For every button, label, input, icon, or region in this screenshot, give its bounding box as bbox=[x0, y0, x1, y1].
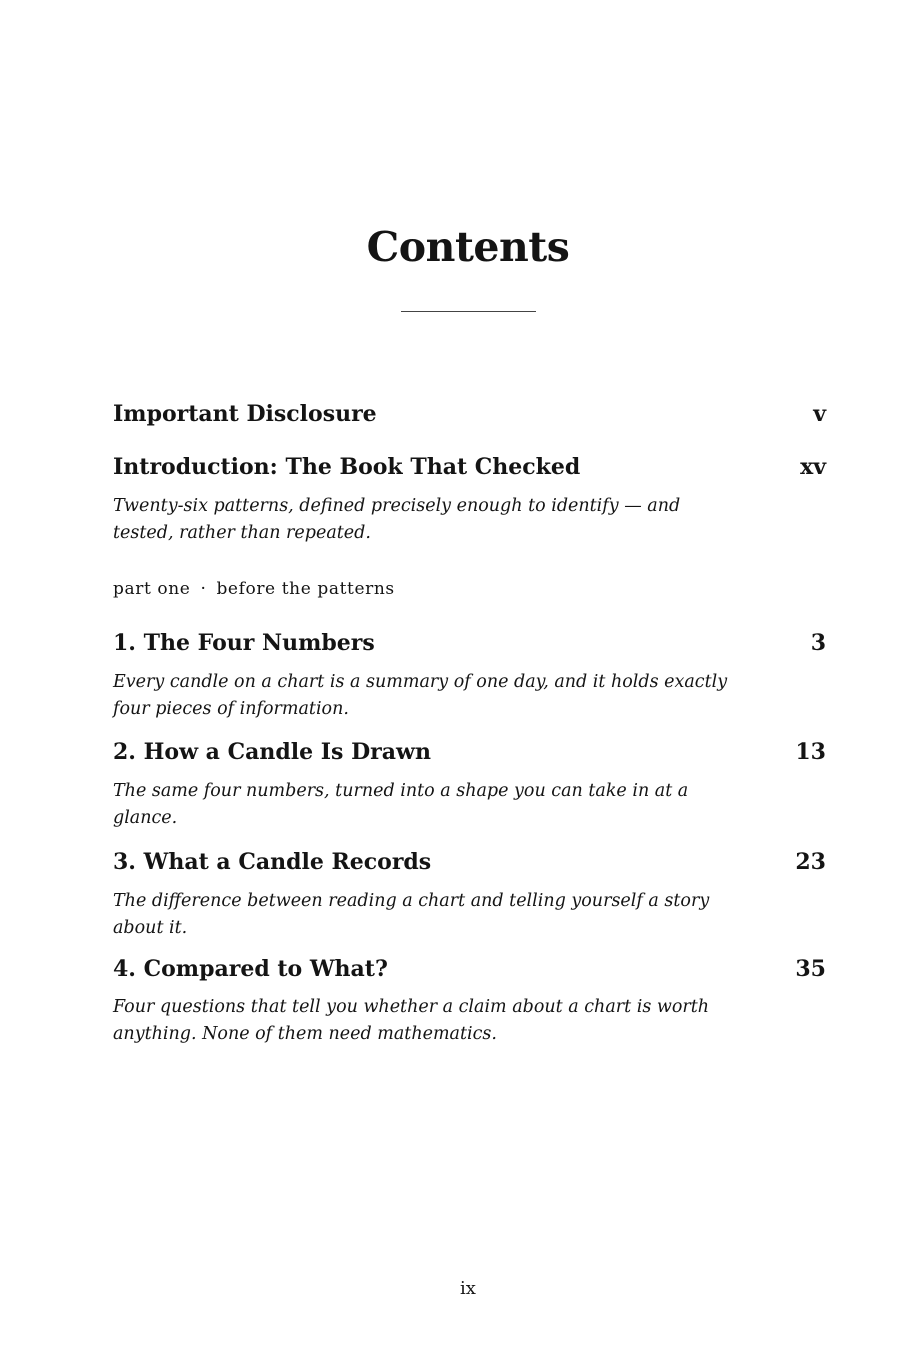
entry-title: 1. The Four Numbers bbox=[113, 630, 375, 656]
entry-page-number: v bbox=[813, 401, 826, 427]
toc-entry-chapter-4[interactable] bbox=[113, 954, 826, 984]
entry-description: Every candle on a chart is a summary of one day, and it holds exactly four pieces of information. bbox=[113, 672, 728, 719]
page-title: Contents bbox=[366, 223, 570, 271]
part-number: part one bbox=[113, 579, 191, 599]
part-separator: · bbox=[200, 579, 207, 599]
toc-entry-introduction[interactable] bbox=[113, 452, 826, 482]
part-label bbox=[113, 576, 395, 602]
entry-page-number: 23 bbox=[795, 849, 826, 875]
part-name: before the patterns bbox=[216, 579, 395, 599]
toc-entry-chapter-3[interactable] bbox=[113, 847, 826, 877]
entry-description: Four questions that tell you whether a claim about a chart is worth anything. None of them need mathematics. bbox=[113, 997, 710, 1044]
entry-page-number: 3 bbox=[810, 630, 826, 656]
entry-title: 2. How a Candle Is Drawn bbox=[113, 739, 431, 765]
entry-title: Important Disclosure bbox=[113, 401, 377, 427]
entry-description: The same four numbers, turned into a shape you can take in at a glance. bbox=[113, 781, 689, 828]
entry-page-number: xv bbox=[800, 454, 826, 480]
page-number-folio: ix bbox=[460, 1278, 476, 1299]
entry-description: The difference between reading a chart and telling yourself a story about it. bbox=[113, 891, 710, 938]
title-rule bbox=[401, 311, 536, 312]
entry-title: Introduction: The Book That Checked bbox=[113, 454, 581, 480]
entry-description: Twenty-six patterns, defined precisely enough to identify — and tested, rather than repeated. bbox=[113, 496, 681, 543]
toc-entry-disclosure[interactable] bbox=[113, 399, 826, 429]
entry-page-number: 35 bbox=[795, 956, 826, 982]
toc-entry-chapter-1[interactable] bbox=[113, 628, 826, 658]
entry-page-number: 13 bbox=[795, 739, 826, 765]
toc-entry-chapter-2[interactable] bbox=[113, 737, 826, 767]
entry-title: 4. Compared to What? bbox=[113, 956, 388, 982]
entry-title: 3. What a Candle Records bbox=[113, 849, 432, 875]
